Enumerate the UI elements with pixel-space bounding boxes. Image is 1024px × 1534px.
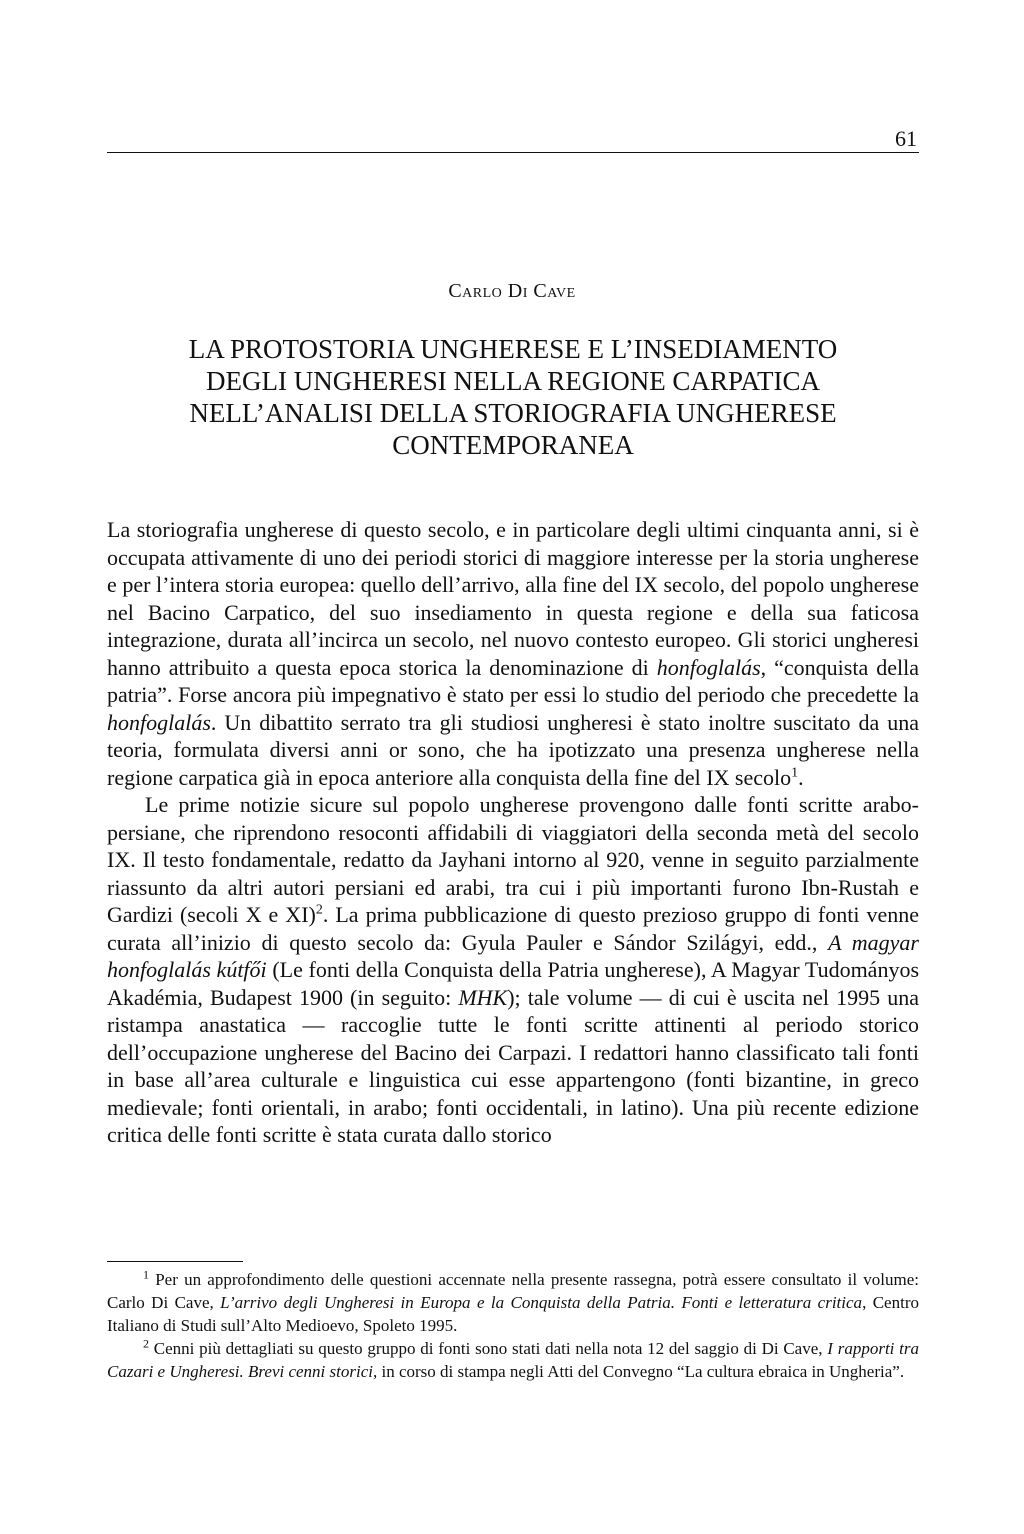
page-number: 61 [895,126,917,151]
text-run: ); tale volume — di cui è uscita nel 1995 una ristampa anastatica — raccoglie tutte le fonti scritte attinenti al periodo storico dell’occupazione ungherese del Bacino dei Carpazi. I redattori hanno classificato tali fonti in base all’area culturale e linguistica cui esse appartengono (fonti bizantine, in greco medievale; fonti orientali, in arabo; fonti occidentali, in latino). Una più recente edizione critica delle fonti scritte è stata curata dallo storico [107,984,919,1147]
italic-term: honfoglalás [656,654,761,680]
italic-title: A magyar honfoglalás kútfői [107,929,919,982]
title-line: NELL’ANALISI DELLA STORIOGRAFIA UNGHERESE [189,398,837,428]
text-run: . Un dibattito serrato tra gli studiosi ungheresi è stato inoltre suscitato da una teoria, formulata diversi anni or sono, che ha ipotizzato una presenza ungherese nella regione carpatica già in epoca anteriore alla conquista della fine del IX secolo [107,709,919,790]
text-run: Per un approfondimento delle questioni accennate nella presente rassegna, potrà essere consultato il volume: Carlo Di Cave, [107,1270,919,1312]
article-title [107,333,919,461]
footnotes [107,1268,919,1383]
footnote-2 [107,1337,919,1383]
italic-title: L’arrivo degli Ungheresi in Europa e la Conquista della Patria. Fonti e letteratura critica [220,1293,863,1312]
italic-term: honfoglalás [107,709,211,735]
footnote-ref-1[interactable]: 1 [791,765,799,781]
text-run: , “conquista della patria”. Forse ancora più impegnativo è stato per essi lo studio del periodo che precedette la [107,654,919,707]
page-header [107,126,919,153]
title-line: CONTEMPORANEA [392,430,634,460]
footnote-number: 1 [143,1267,149,1282]
footnote-divider [107,1261,243,1262]
footnote-number: 2 [143,1336,149,1351]
text-run: . La prima pubblicazione di questo prezioso gruppo di fonti venne curata all’inizio di questo secolo da: Gyula Pauler e Sándor Szilágyi, edd., [107,902,919,955]
italic-title: I rapporti tra Cazari e Ungheresi. Brevi cenni storici [107,1339,919,1381]
text-run: . [798,764,804,790]
article-body [107,516,919,1149]
text-run: (Le fonti della Conquista della Patria ungherese), A Magyar Tudományos Akadémia, Budapest 1900 (in seguito: [107,957,920,1010]
title-line: LA PROTOSTORIA UNGHERESE E L’INSEDIAMENTO [188,334,838,364]
author-name: Carlo Di Cave [448,280,576,302]
footnote-ref-2[interactable]: 2 [315,902,323,918]
text-run: , Centro Italiano di Studi sull’Alto Medioevo, Spoleto 1995. [107,1293,919,1335]
text-run: Cenni più dettagliati su questo gruppo di fonti sono stati dati nella nota 12 del saggio di Di Cave, [149,1339,828,1358]
text-run: La storiografia ungherese di questo secolo, e in particolare degli ultimi cinquanta anni, si è occupata attivamente di uno dei periodi storici di maggiore interesse per la storia ungherese e per l’intera storia europea: quello dell’arrivo, alla fine del IX secolo, del popolo ungherese nel Bacino Carpatico, del suo insediamento in questa regione e della sua faticosa integrazione, durata all’incirca un secolo, nel nuovo contesto europeo. Gli storici ungheresi hanno attribuito a questa epoca storica la denominazione di [107,517,919,680]
footnote-1 [107,1268,919,1337]
italic-abbrev: MHK [458,984,508,1010]
text-run: , in corso di stampa negli Atti del Convegno “La cultura ebraica in Ungheria”. [372,1362,905,1381]
paragraph-1 [107,516,919,791]
paragraph-2 [107,791,919,1149]
text-run: Le prime notizie sicure sul popolo ungherese provengono dalle fonti scritte arabo-persiane, che riprendono resoconti affidabili di viaggiatori della seconda metà del secolo IX. Il testo fondamentale, redatto da Jayhani intorno al 920, venne in seguito parzialmente riassunto da altri autori persiani ed arabi, tra cui i più importanti furono Ibn-Rustah e Gardizi (secoli X e XI) [107,792,919,927]
title-line: DEGLI UNGHERESI NELLA REGIONE CARPATICA [206,366,820,396]
